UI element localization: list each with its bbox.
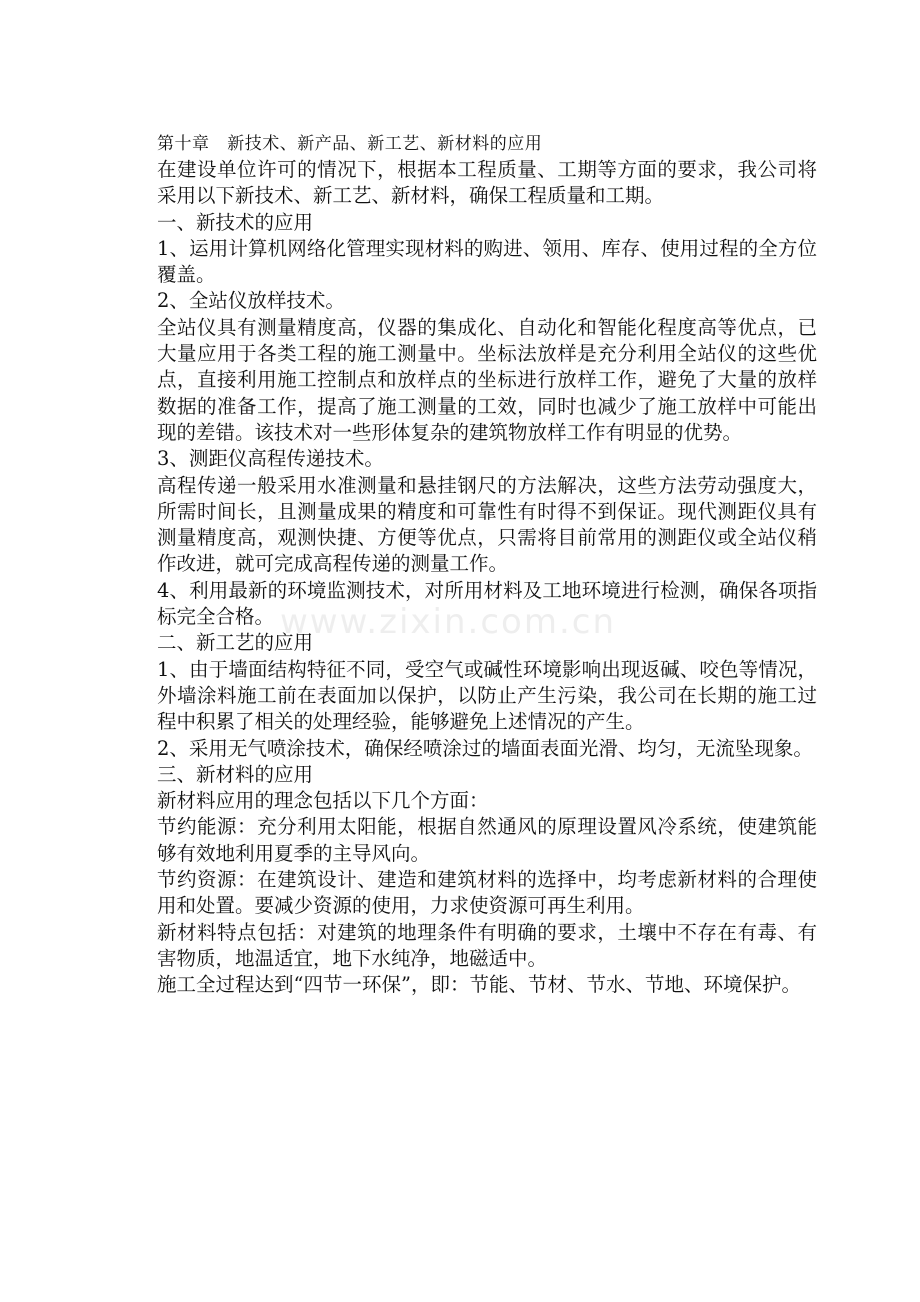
paragraph-material-concept: 新材料应用的理念包括以下几个方面： [157,789,489,813]
paragraph-total-station-detail: 全站仪具有测量精度高，仪器的集成化、自动化和智能化程度高等优点，已大量应用于各类工程的施工测量中。坐标法放样是充分利用全站仪的这些优点，直接利用施工控制点和放样点的坐标进行放样工作，避免了大量的放样数据的准备工作，提高了施工测量的工效，同时也减少了施工放样中可能出现的差错。该技术对一些形体复杂的建筑物放样工作有明显的优势。 [157,315,817,444]
chapter-title: 第十章 新技术、新产品、新工艺、新材料的应用 [157,134,543,154]
paragraph-resource-saving: 节约资源：在建筑设计、建造和建筑材料的选择中，均考虑新材料的合理使用和处置。要减少资源的使用，力求使资源可再生利用。 [157,868,817,918]
list-item-total-station: 2、全站仪放样技术。 [157,289,345,313]
section-heading-new-process: 二、新工艺的应用 [157,631,314,655]
paragraph-four-savings: 施工全过程达到“四节一环保”，即：节能、节材、节水、节地、环境保护。 [157,973,801,997]
section-heading-new-technology: 一、新技术的应用 [157,210,314,234]
list-item-airless-spraying: 2、采用无气喷涂技术，确保经喷涂过的墙面表面光滑、均匀，无流坠现象。 [157,736,813,760]
watermark: www.zixin.com.cn [280,602,616,642]
intro-paragraph: 在建设单位许可的情况下，根据本工程质量、工期等方面的要求，我公司将采用以下新技术、新工艺、新材料，确保工程质量和工期。 [157,158,817,208]
list-item-rangefinder: 3、测距仪高程传递技术。 [157,447,384,471]
paragraph-material-features: 新材料特点包括：对建筑的地理条件有明确的要求，土壤中不存在有毒、有害物质，地温适宜，地下水纯净，地磁适中。 [157,920,817,970]
paragraph-rangefinder-detail: 高程传递一般采用水准测量和悬挂钢尺的方法解决，这些方法劳动强度大，所需时间长，且测量成果的精度和可靠性有时得不到保证。现代测距仪具有测量精度高，观测快捷、方便等优点，只需将目前常用的测距仪或全站仪稍作改进，就可完成高程传递的测量工作。 [157,473,817,576]
list-item-environment-monitoring: 4、利用最新的环境监测技术，对所用材料及工地环境进行检测，确保各项指标完全合格。 [157,578,817,629]
document-body [157,131,817,999]
section-heading-new-material: 三、新材料的应用 [157,762,314,786]
list-item-wall-protection: 1、由于墙面结构特征不同，受空气或碱性环境影响出现返碱、咬色等情况，外墙涂料施工前在表面加以保护，以防止产生污染，我公司在长期的施工过程中积累了相关的处理经验，能够避免上述情况的产生。 [157,657,817,734]
list-item-network-management: 1、运用计算机网络化管理实现材料的购进、领用、库存、使用过程的全方位覆盖。 [157,236,817,287]
paragraph-energy-saving: 节约能源：充分利用太阳能，根据自然通风的原理设置风冷系统，使建筑能够有效地利用夏季的主导风向。 [157,815,817,865]
